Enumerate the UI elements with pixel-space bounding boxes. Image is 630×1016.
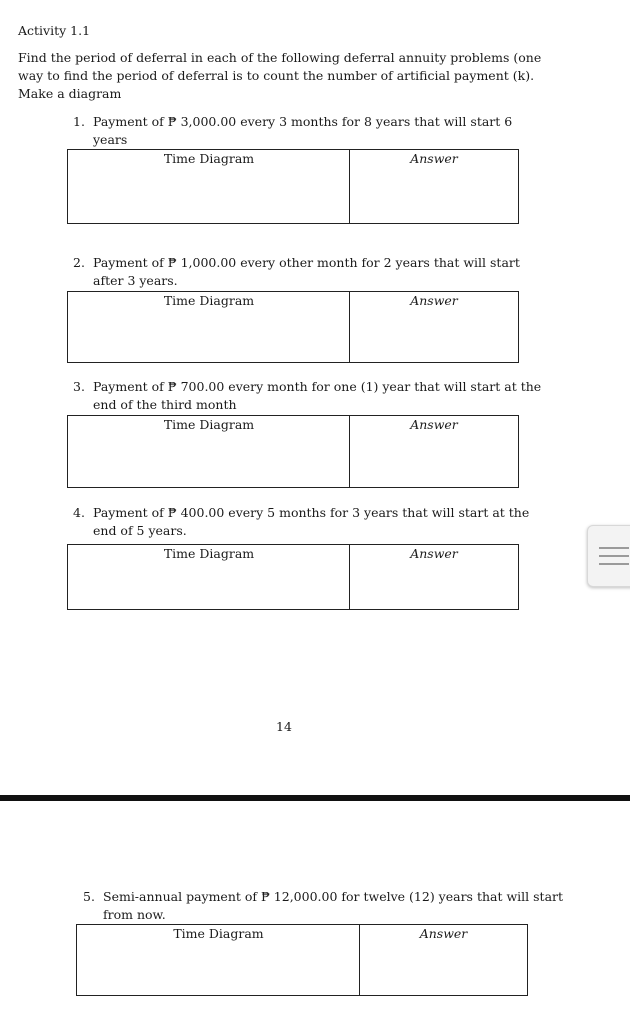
answer-table xyxy=(67,544,519,610)
instruction-line-3: Make a diagram xyxy=(18,86,122,101)
problem-text: Payment of ₱ 3,000.00 every 3 months for 8 years that will start 6 xyxy=(93,114,513,129)
menu-icon[interactable] xyxy=(587,525,630,587)
page-number: 14 xyxy=(276,719,292,734)
answer-table xyxy=(76,924,528,996)
problem-text: Semi-annual payment of ₱ 12,000.00 for twelve (12) years that will start xyxy=(103,889,564,904)
problem-text: Payment of ₱ 700.00 every month for one (1) year that will start at the xyxy=(93,379,542,394)
problem-text: years xyxy=(93,132,128,147)
problem-text: end of 5 years. xyxy=(93,523,187,538)
problem-text: from now. xyxy=(103,907,166,922)
activity-title: Activity 1.1 xyxy=(18,23,91,38)
answer-table xyxy=(67,149,519,224)
problem-text: end of the third month xyxy=(93,397,237,412)
problem-text: Payment of ₱ 400.00 every 5 months for 3 years that will start at the xyxy=(93,505,530,520)
answer-header: Answer xyxy=(410,151,458,166)
page-separator xyxy=(0,795,630,801)
problem-number: 4. xyxy=(73,505,85,520)
time-diagram-header: Time Diagram xyxy=(163,546,255,561)
time-diagram-header: Time Diagram xyxy=(163,151,255,166)
answer-header: Answer xyxy=(410,293,458,308)
instruction-line-2: way to find the period of deferral is to count the number of artificial payment (k). xyxy=(18,68,535,83)
time-diagram-header: Time Diagram xyxy=(163,417,255,432)
time-diagram-header: Time Diagram xyxy=(163,293,255,308)
problem-number: 3. xyxy=(73,379,85,394)
answer-header: Answer xyxy=(410,417,458,432)
problem-number: 5. xyxy=(83,889,95,904)
problem-number: 1. xyxy=(73,114,85,129)
instruction-line-1: Find the period of deferral in each of the following deferral annuity problems (one xyxy=(18,50,542,65)
problem-number: 2. xyxy=(73,255,85,270)
answer-header: Answer xyxy=(419,926,468,941)
problem-text: Payment of ₱ 1,000.00 every other month for 2 years that will start xyxy=(93,255,520,270)
answer-header: Answer xyxy=(410,546,458,561)
time-diagram-header: Time Diagram xyxy=(173,926,264,941)
answer-table xyxy=(67,415,519,488)
answer-table xyxy=(67,291,519,363)
problem-text: after 3 years. xyxy=(93,273,178,288)
